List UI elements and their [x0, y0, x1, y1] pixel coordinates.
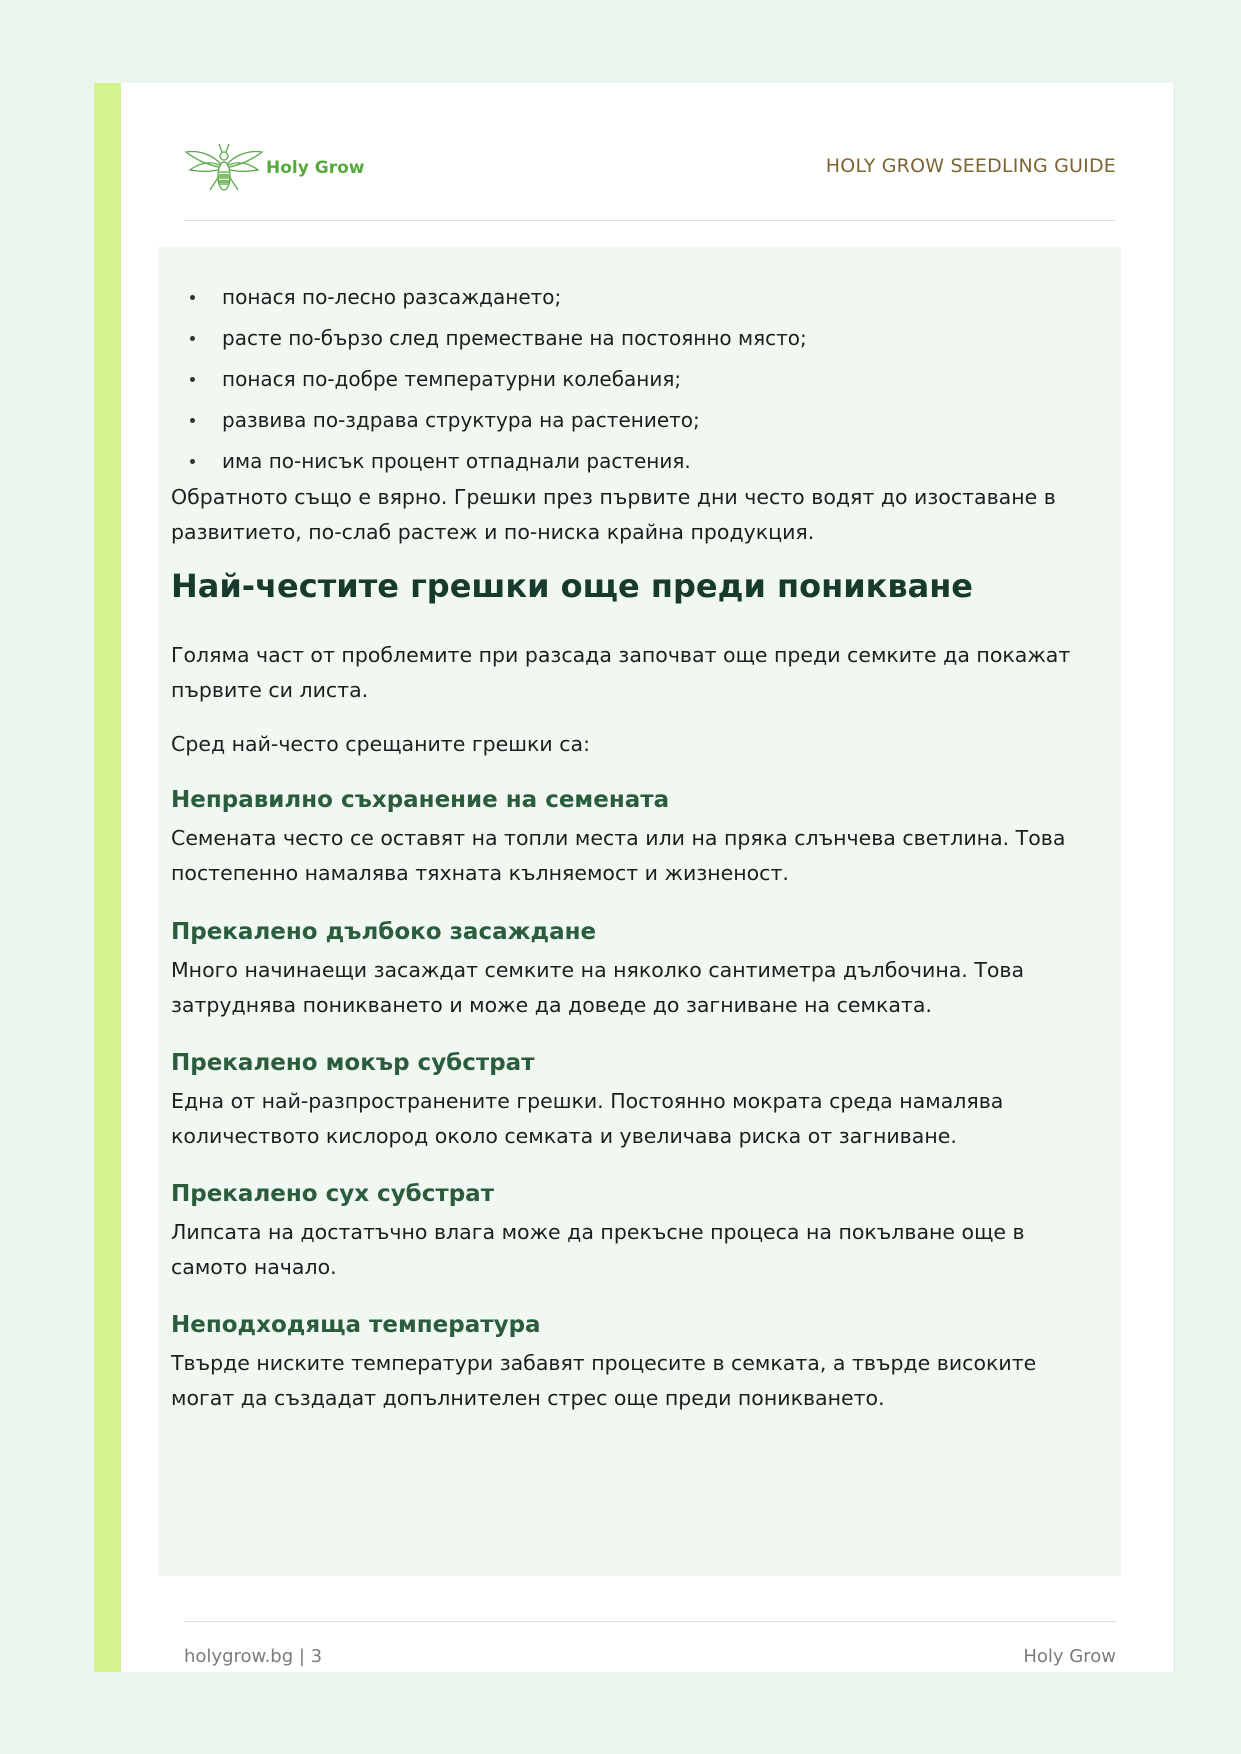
intro-paragraph: Обратното също е вярно. Грешки през първите дни често водят до изоставане в развитието, по-слаб растеж и по-ниска крайна продукция. — [171, 485, 1056, 544]
mistake-title: Прекалено сух субстрат — [171, 1181, 495, 1207]
list-item: понася по-добре температурни колебания; — [171, 359, 807, 400]
list-item: понася по-лесно разсаждането; — [171, 277, 807, 318]
section-heading: Най-честите грешки още преди поникване — [171, 567, 973, 605]
footer-brand: Holy Grow — [1023, 1646, 1116, 1667]
page-footer — [184, 1621, 1116, 1667]
logo-text: Holy Grow — [266, 158, 365, 178]
mistake-text: Една от най-разпространените грешки. Постоянно мократа среда намалява количеството кислород около семката и увеличава риска от загниване. — [171, 1089, 1004, 1148]
content-panel — [158, 247, 1121, 1576]
footer-page-number: holygrow.bg | 3 — [184, 1646, 323, 1667]
mistake-text: Много начинаещи засаждат семките на няколко сантиметра дълбочина. Това затруднява поникването и може да доведе до загниване на семката. — [171, 958, 1025, 1017]
section-paragraph: Сред най-често срещаните грешки са: — [171, 732, 590, 756]
accent-bar — [94, 83, 121, 1672]
mistake-title: Неподходяща температура — [171, 1312, 541, 1338]
list-item: развива по-здрава структура на растението; — [171, 400, 807, 441]
list-item: има по-нисък процент отпаднали растения. — [171, 441, 807, 482]
mistake-text: Твърде ниските температури забавят процесите в семката, а твърде високите могат да създадат допълнителен стрес още преди поникването. — [171, 1351, 1037, 1410]
mistake-text: Липсата на достатъчно влага може да прекъсне процеса на покълване още в самото начало. — [171, 1220, 1025, 1279]
mistake-title: Прекалено мокър субстрат — [171, 1050, 535, 1076]
list-item: расте по-бързо след преместване на постоянно място; — [171, 318, 807, 359]
section-paragraph: Голяма част от проблемите при разсада започват още преди семките да покажат първите си листа. — [171, 643, 1071, 702]
mistake-title: Прекалено дълбоко засаждане — [171, 919, 597, 945]
bee-leaf-logo-icon — [184, 136, 268, 200]
benefit-list — [171, 277, 807, 482]
mistake-title: Неправилно съхранение на семената — [171, 787, 670, 813]
document-page — [94, 83, 1173, 1672]
mistake-text: Семената често се оставят на топли места или на пряка слънчева светлина. Това постепенно намалява тяхната кълняемост и жизненост. — [171, 826, 1066, 885]
logo — [184, 133, 364, 203]
page-header — [184, 133, 1116, 221]
header-title: HOLY GROW SEEDLING GUIDE — [825, 155, 1116, 177]
